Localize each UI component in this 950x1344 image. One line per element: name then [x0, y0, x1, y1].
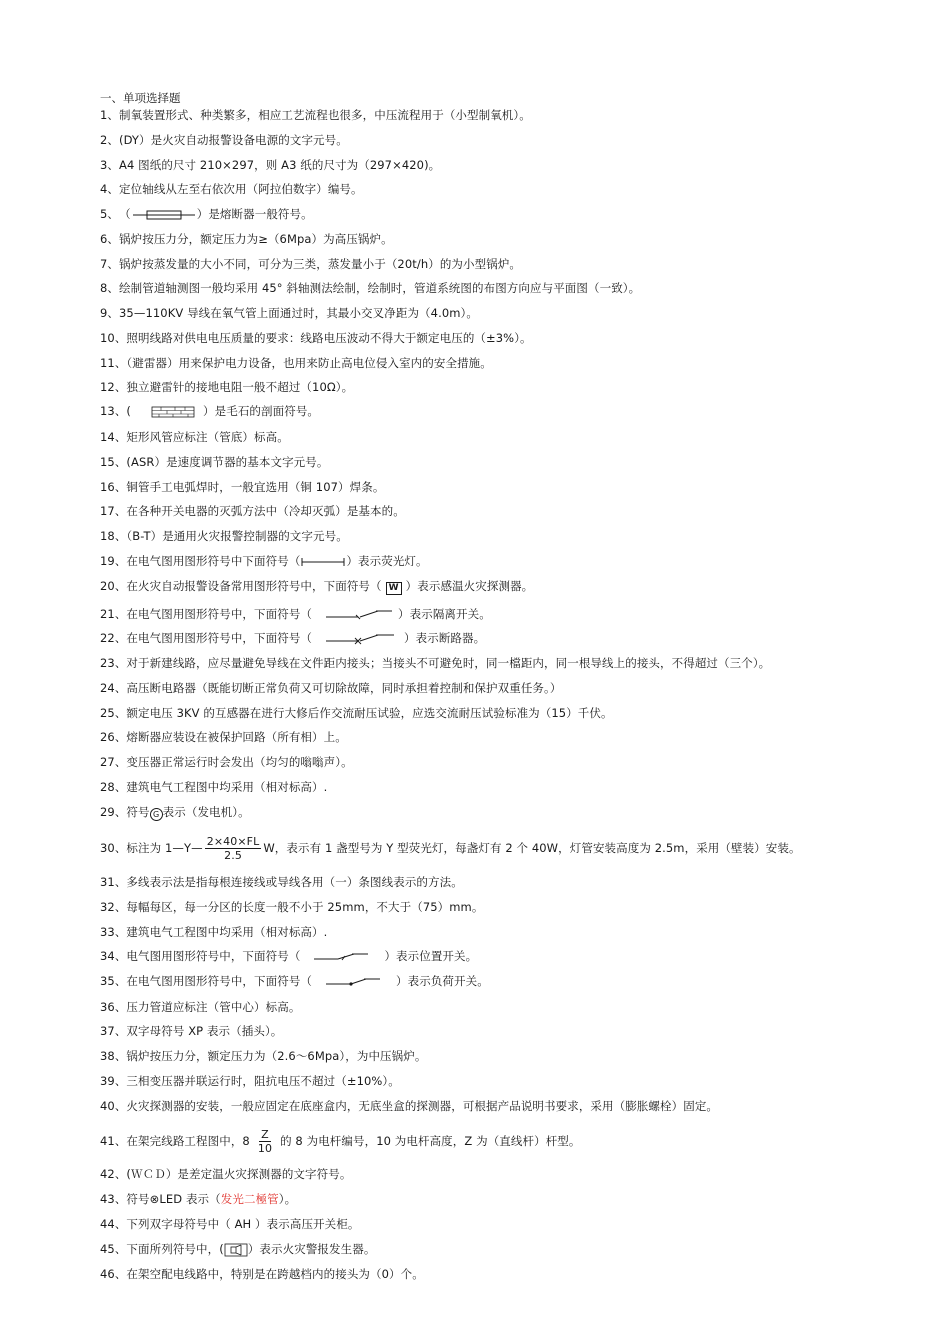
lamp-notation-denominator: 2.5 — [224, 849, 242, 862]
question-43-suffix: ）。 — [278, 1192, 297, 1206]
question-40: 40、火灾探测器的安装，一般应固定在底座盒内，无底坐盒的探测器，可根据产品说明书要求，采用（膨胀螺栓）固定。 — [100, 1099, 719, 1113]
question-22-suffix: ）表示断路器。 — [404, 631, 486, 645]
question-35 — [100, 973, 489, 989]
question-13 — [100, 403, 319, 419]
pole-notation-fraction — [256, 1128, 274, 1155]
question-43-prefix: 43、符号⊗LED 表示（ — [100, 1192, 221, 1206]
generator-glyph: G — [150, 808, 163, 821]
question-32: 32、每幅每区，每一分区的长度一般不小于 25mm，不大于（75）mm。 — [100, 900, 484, 914]
question-28: 28、建筑电气工程图中均采用（相对标高）. — [100, 780, 328, 794]
question-14: 14、矩形风管应标注（管底）标高。 — [100, 430, 289, 444]
question-45-suffix: ）表示火灾警报发生器。 — [247, 1242, 376, 1256]
pole-notation-denominator: 10 — [257, 1142, 273, 1155]
position-switch-icon — [312, 951, 370, 963]
question-30 — [100, 833, 801, 863]
question-21-prefix: 21、在电气图用图形符号中，下面符号（ — [100, 607, 313, 621]
question-43 — [100, 1191, 296, 1207]
question-43-answer: 发光二極管 — [220, 1192, 279, 1206]
question-5 — [100, 206, 313, 222]
question-34-prefix: 34、电气图用图形符号中，下面符号（ — [100, 949, 301, 963]
question-20 — [100, 578, 533, 595]
question-20-prefix: 20、在火灾自动报警设备常用图形符号中，下面符号（ — [100, 579, 382, 593]
question-8: 8、绘制管道轴测图一般均采用 45° 斜轴测法绘制，绘制时，管道系统图的布图方向应与平面图（一致）。 — [100, 281, 641, 295]
question-29-suffix: 表示（发电机）。 — [162, 805, 250, 819]
question-34-suffix: ）表示位置开关。 — [384, 949, 478, 963]
fluorescent-lamp-icon — [300, 556, 346, 568]
question-24: 24、高压断电路器（既能切断正常负荷又可切除故障，同时承担着控制和保护双重任务。） — [100, 681, 562, 695]
fuse-symbol-icon — [131, 209, 197, 221]
question-19-prefix: 19、在电气图用图形符号中下面符号（ — [100, 554, 301, 568]
question-29-prefix: 29、符号 — [100, 805, 150, 819]
question-3: 3、A4 图纸的尺寸 210×297，则 A3 纸的尺寸为（297×420)。 — [100, 158, 441, 172]
question-44: 44、下列双字母符号中（ AH ）表示高压开关柜。 — [100, 1217, 360, 1231]
rubble-stone-section-icon — [151, 406, 195, 418]
question-12: 12、独立避雷针的接地电阻一般不超过（10Ω）。 — [100, 380, 354, 394]
generator-symbol-icon — [150, 805, 163, 821]
question-20-suffix: ）表示感温火灾探测器。 — [405, 579, 534, 593]
pole-notation-numerator: Z — [261, 1128, 269, 1141]
question-13-prefix: 13、( — [100, 404, 132, 418]
circuit-breaker-icon — [324, 633, 396, 645]
question-31: 31、多线表示法是指每根连接线或导线各用（一）条图线表示的方法。 — [100, 875, 463, 889]
isolating-switch-icon — [324, 609, 394, 621]
question-30-suffix: W，表示有 1 盏型号为 Y 型荧光灯，每盏灯有 2 个 40W，灯管安装高度为 2.5m，采用（壁装）安装。 — [263, 841, 801, 855]
section-title: 一、单项选择题 — [100, 91, 181, 105]
question-42: 42、(ＷＣＤ）是差定温火灾探测器的文字符号。 — [100, 1167, 352, 1181]
load-switch-icon — [324, 976, 382, 988]
question-46: 46、在架空配电线路中，特别是在跨越档内的接头为（0）个。 — [100, 1267, 424, 1281]
question-9: 9、35—110KV 导线在氧气管上面通过时，其最小交叉净距为（4.0m）。 — [100, 306, 479, 320]
question-5-prefix: 5、 （ — [100, 207, 131, 221]
question-45-prefix: 45、下面所列符号中，( — [100, 1242, 224, 1256]
question-27: 27、变压器正常运行时会发出（均匀的嗡嗡声）。 — [100, 755, 353, 769]
question-18: 18、（B-T）是通用火灾报警控制器的文字元号。 — [100, 529, 348, 543]
question-39: 39、三相变压器并联运行时，阻抗电压不超过（±10%）。 — [100, 1074, 400, 1088]
question-22 — [100, 630, 485, 646]
heat-detector-icon — [386, 578, 402, 595]
question-5-suffix: ）是熔断器一般符号。 — [196, 207, 313, 221]
question-45 — [100, 1241, 375, 1257]
question-41 — [100, 1126, 581, 1156]
lamp-notation-fraction — [205, 835, 262, 862]
question-2: 2、(DY）是火灾自动报警设备电源的文字元号。 — [100, 133, 348, 147]
question-16: 16、铜管手工电弧焊时，一般宜选用（铜 107）焊条。 — [100, 480, 385, 494]
question-41-prefix: 41、在架完线路工程图中，8 — [100, 1134, 250, 1148]
question-7: 7、锅炉按蒸发量的大小不同，可分为三类，蒸发量小于（20t/h）的为小型锅炉。 — [100, 257, 522, 271]
heat-detector-glyph: W — [386, 582, 402, 595]
fire-alarm-sounder-icon — [224, 1243, 248, 1257]
question-29 — [100, 804, 250, 821]
question-13-suffix: ）是毛石的剖面符号。 — [203, 404, 320, 418]
question-30-prefix: 30、标注为 1—Y— — [100, 841, 203, 855]
lamp-notation-numerator: 2×40×FL — [206, 835, 260, 848]
question-19-suffix: ）表示荧光灯。 — [346, 554, 428, 568]
question-38: 38、锅炉按压力分，额定压力为（2.6～6Mpa），为中压锅炉。 — [100, 1049, 427, 1063]
question-25: 25、额定电压 3KV 的互感器在进行大修后作交流耐压试验，应选交流耐压试验标准为（15）千伏。 — [100, 706, 613, 720]
question-17: 17、在各种开关电器的灭弧方法中（冷却灭弧）是基本的。 — [100, 504, 405, 518]
question-26: 26、熔断器应装设在被保护回路（所有相）上。 — [100, 730, 347, 744]
question-37: 37、双字母符号 XP 表示（插头）。 — [100, 1024, 283, 1038]
question-35-suffix: ）表示负荷开关。 — [396, 974, 489, 988]
question-11: 11、（避雷器）用来保护电力设备，也用来防止高电位侵入室内的安全措施。 — [100, 356, 492, 370]
question-33: 33、建筑电气工程图中均采用（相对标高）. — [100, 925, 328, 939]
question-41-suffix: 的 8 为电杆编号，10 为电杆高度，Z 为（直线杆）杆型。 — [280, 1134, 581, 1148]
question-34 — [100, 948, 477, 964]
question-6: 6、锅炉按压力分，额定压力为≥（6Mpa）为高压锅炉。 — [100, 232, 393, 246]
question-36: 36、压力管道应标注（管中心）标高。 — [100, 1000, 301, 1014]
question-1: 1、制氧装置形式、种类繁多，相应工艺流程也很多，中压流程用于（小型制氧机）。 — [100, 108, 531, 122]
question-22-prefix: 22、在电气图用图形符号中，下面符号（ — [100, 631, 313, 645]
question-21-suffix: ）表示隔离开关。 — [398, 607, 491, 621]
question-23: 23、对于新建线路，应尽量避免导线在文件距内接头；当接头不可避免时，同一檔距内，同一根导线上的接头，不得超过（三个）。 — [100, 656, 771, 670]
question-21 — [100, 606, 491, 622]
question-35-prefix: 35、在电气图用图形符号中，下面符号（ — [100, 974, 313, 988]
question-4: 4、定位轴线从左至右依次用（阿拉伯数字）编号。 — [100, 182, 363, 196]
question-19 — [100, 553, 428, 569]
question-10: 10、照明线路对供电电压质量的要求：线路电压波动不得大于额定电压的（±3%）。 — [100, 331, 532, 345]
question-15: 15、(ASR）是速度调节器的基本文字元号。 — [100, 455, 329, 469]
